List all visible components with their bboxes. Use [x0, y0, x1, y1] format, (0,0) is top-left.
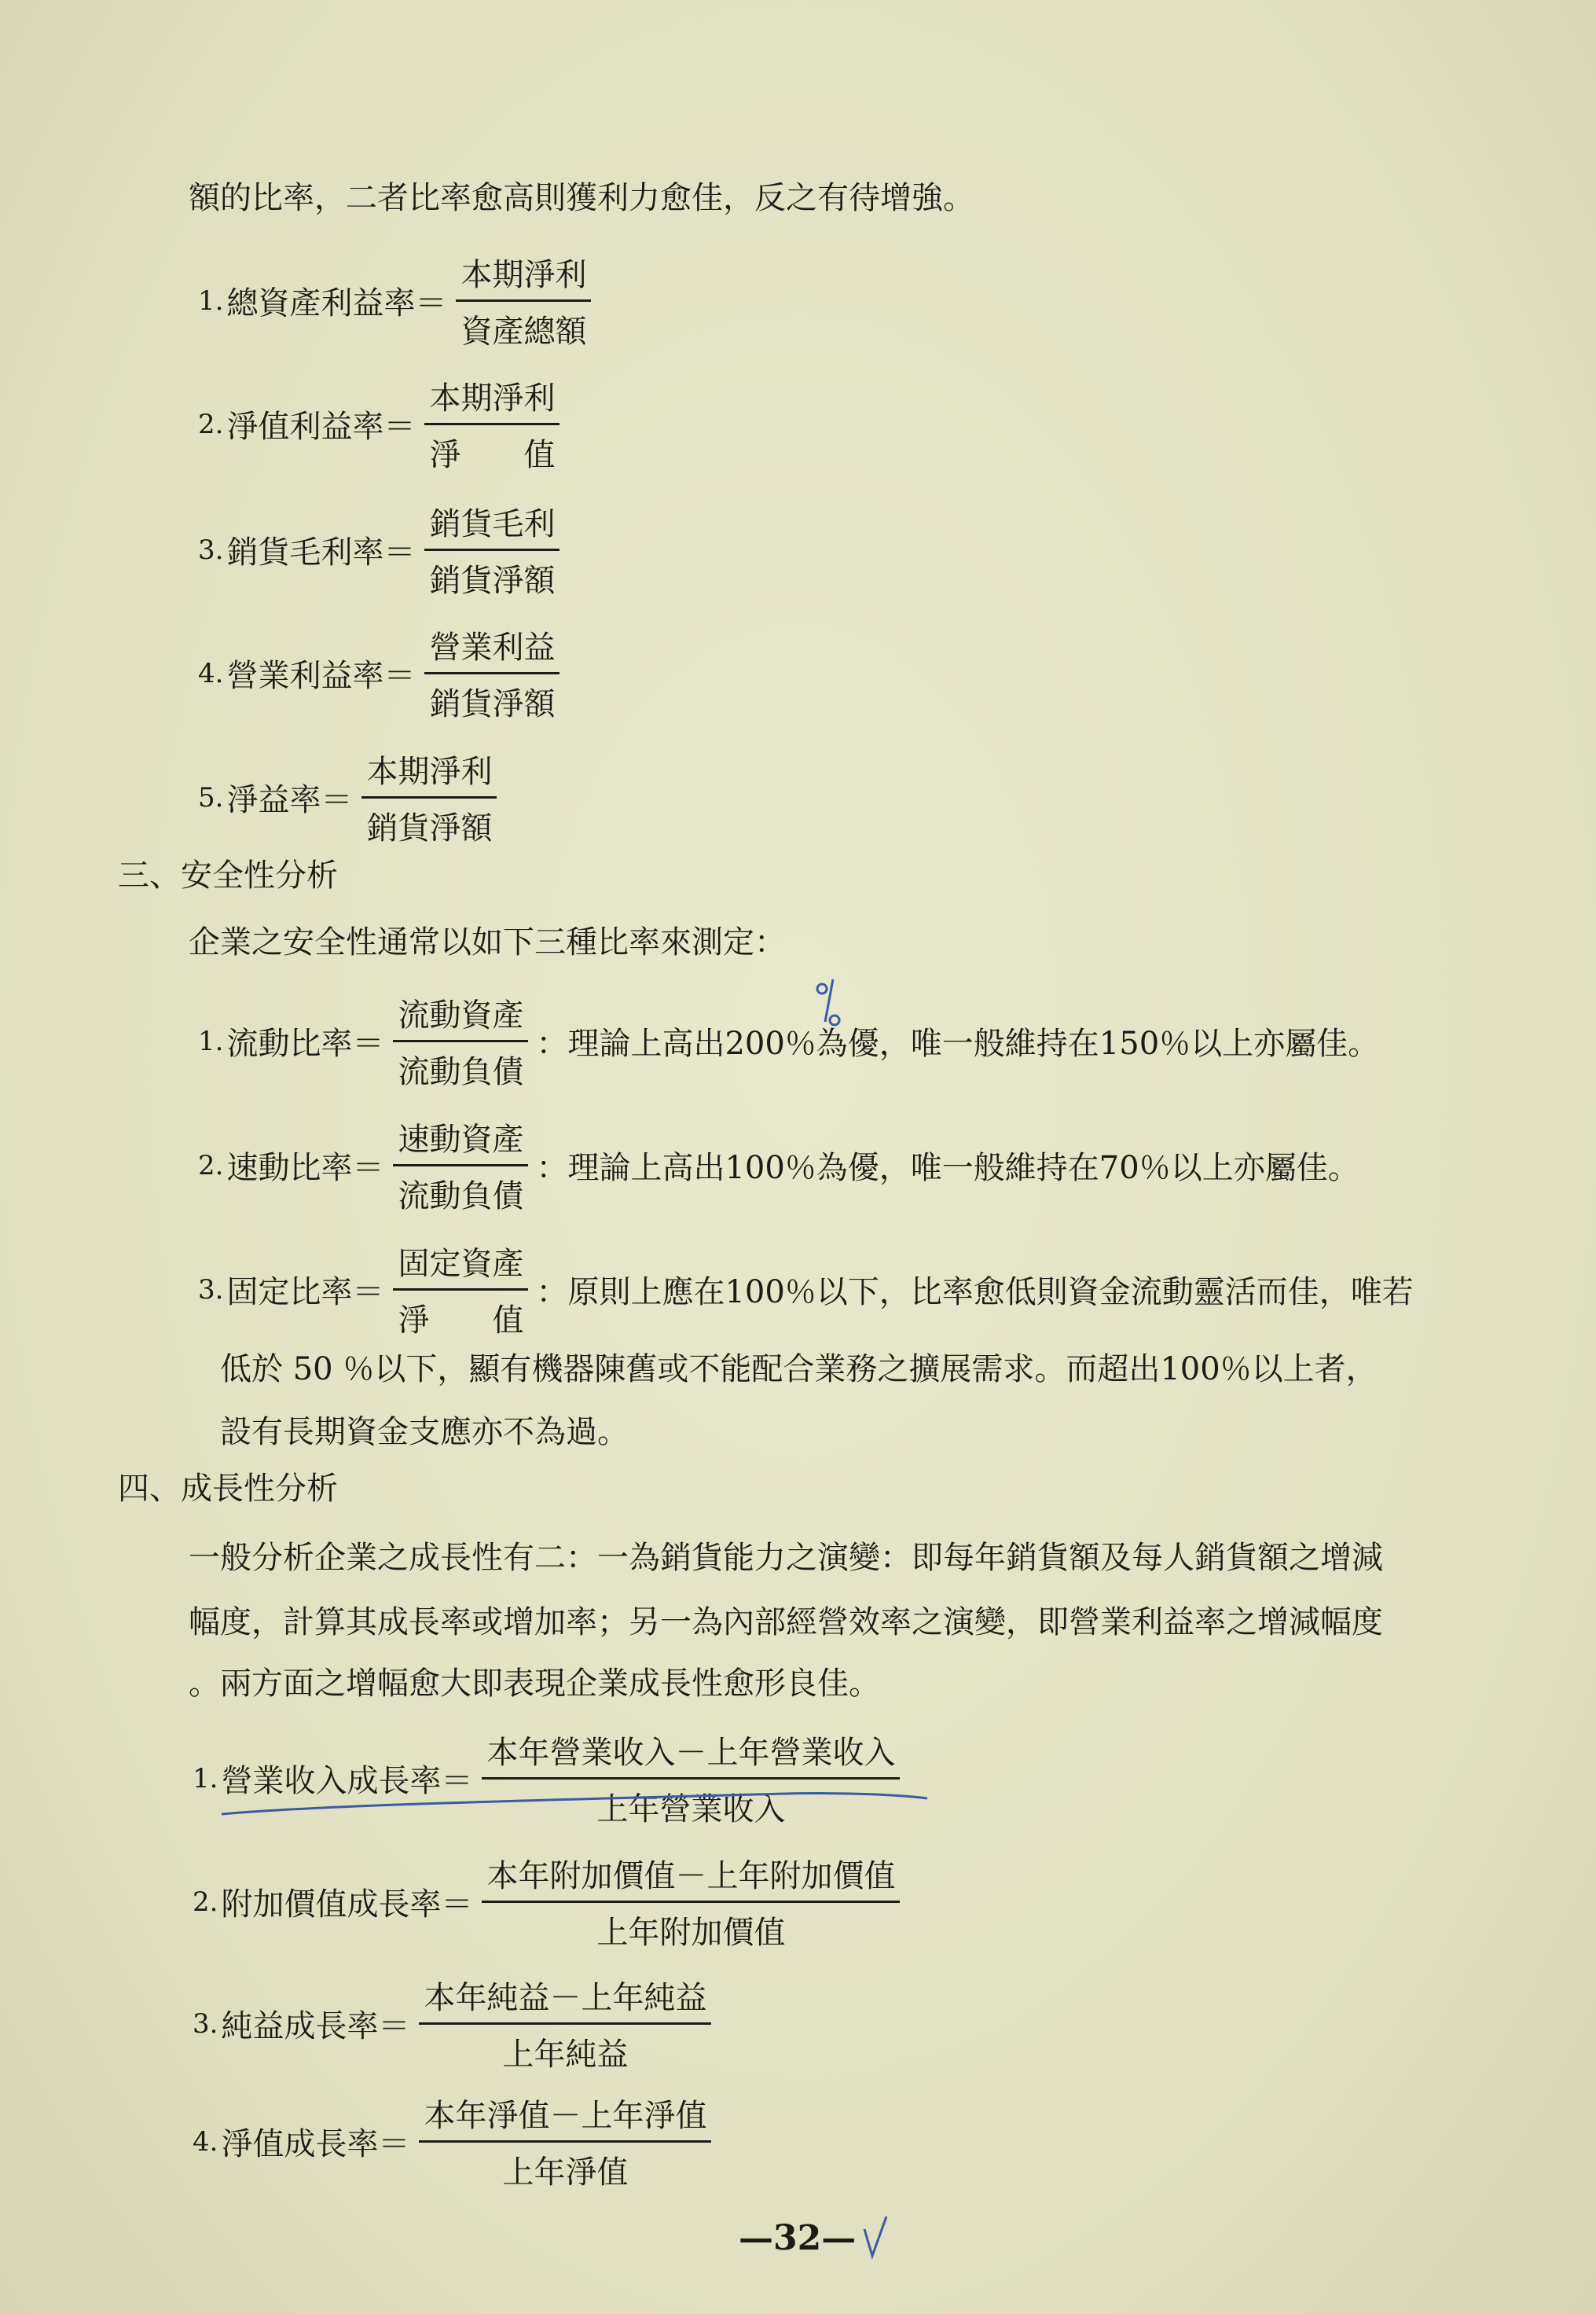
formula-denominator: 上年附加價值 [596, 1915, 786, 1951]
formula-number: 5. [198, 781, 224, 814]
formula-denominator: 上年營業收入 [596, 1791, 786, 1827]
pen-check-mark [864, 2217, 886, 2256]
formula-number: 3. [198, 534, 224, 566]
formula-explanation: ：理論上高出200％為優，唯一般維持在150％以上亦屬佳。 [536, 1026, 1380, 1062]
formula-denominator: 資產總額 [460, 314, 587, 350]
formula-numerator: 速動資產 [393, 1115, 528, 1166]
formula-numerator: 本期淨利 [424, 373, 560, 425]
formula-lhs: 流動比率＝ [226, 1026, 384, 1062]
page-number: —32— [739, 2218, 857, 2258]
formula-denominator: 流動負債 [398, 1054, 524, 1090]
formula-lhs: 營業利益率＝ [226, 658, 416, 694]
growth-paragraph-line-3: 。兩方面之增幅愈大即表現企業成長性愈形良佳。 [189, 1666, 880, 1702]
formula-numerator: 銷貨毛利 [424, 499, 560, 551]
formula-numerator: 本年營業收入－上年營業收入 [482, 1728, 900, 1780]
formula-explanation: ：理論上高出100％為優，唯一般維持在70％以上亦屬佳。 [536, 1150, 1359, 1186]
formula-lhs: 純益成長率＝ [221, 2008, 410, 2044]
formula-number: 4. [198, 657, 224, 689]
formula-numerator: 流動資產 [393, 990, 528, 1042]
formula-explanation: ：原則上應在100％以下，比率愈低則資金流動靈活而佳，唯若 [536, 1274, 1414, 1310]
formula-denominator: 淨 值 [398, 1302, 524, 1339]
fixed-ratio-continuation-line-2: 設有長期資金支應亦不為過。 [220, 1414, 629, 1450]
section-intro-safety: 企業之安全性通常以如下三種比率來測定： [189, 924, 786, 960]
intro-line: 額的比率，二者比率愈高則獲利力愈佳，反之有待增強。 [189, 180, 974, 216]
formula-number: 1. [193, 1762, 218, 1794]
formula-denominator: 銷貨淨額 [429, 686, 556, 722]
formula-numerator: 本期淨利 [456, 250, 591, 302]
formula-numerator: 本年純益－上年純益 [419, 1973, 711, 2025]
fixed-ratio-continuation-line-1: 低於 50 ％以下，顯有機器陳舊或不能配合業務之擴展需求。而超出100％以上者， [220, 1351, 1378, 1387]
formula-number: 3. [198, 1273, 224, 1306]
section-heading-growth: 四、成長性分析 [118, 1471, 338, 1507]
formula-lhs: 銷貨毛利率＝ [226, 534, 416, 571]
formula-numerator: 營業利益 [424, 623, 560, 674]
pen-underline-mark [222, 1793, 927, 1814]
formula-denominator: 銷貨淨額 [429, 563, 556, 599]
formula-lhs: 營業收入成長率＝ [221, 1763, 473, 1799]
formula-numerator: 固定資產 [393, 1239, 528, 1291]
formula-denominator: 淨 值 [429, 437, 556, 473]
growth-paragraph-line-2: 幅度，計算其成長率或增加率；另一為內部經營效率之演變，即營業利益率之增減幅度 [189, 1604, 1383, 1640]
formula-lhs: 淨值利益率＝ [226, 409, 416, 445]
formula-lhs: 總資產利益率＝ [226, 285, 447, 321]
formula-lhs: 淨值成長率＝ [221, 2126, 410, 2162]
formula-number: 2. [198, 408, 224, 440]
formula-denominator: 流動負債 [398, 1178, 524, 1214]
formula-lhs: 固定比率＝ [226, 1274, 384, 1310]
formula-numerator: 本年淨值－上年淨值 [419, 2091, 711, 2143]
growth-paragraph-line-1: 一般分析企業之成長性有二：一為銷貨能力之演變：即每年銷貨額及每人銷貨額之增減 [189, 1540, 1383, 1576]
formula-numerator: 本年附加價值－上年附加價值 [482, 1851, 900, 1903]
formula-lhs: 淨益率＝ [226, 782, 353, 818]
formula-lhs: 附加價值成長率＝ [221, 1886, 473, 1923]
formula-denominator: 銷貨淨額 [366, 810, 493, 847]
formula-number: 1. [198, 285, 224, 317]
formula-denominator: 上年純益 [502, 2037, 629, 2073]
formula-number: 4. [193, 2125, 218, 2158]
pen-percent-mark [817, 979, 839, 1025]
formula-lhs: 速動比率＝ [226, 1150, 384, 1186]
formula-number: 2. [193, 1886, 218, 1918]
formula-denominator: 上年淨值 [502, 2154, 629, 2191]
formula-number: 2. [198, 1149, 224, 1181]
formula-numerator: 本期淨利 [361, 747, 497, 799]
formula-number: 3. [193, 2007, 218, 2040]
section-heading-safety: 三、安全性分析 [118, 858, 338, 894]
formula-number: 1. [198, 1025, 224, 1057]
